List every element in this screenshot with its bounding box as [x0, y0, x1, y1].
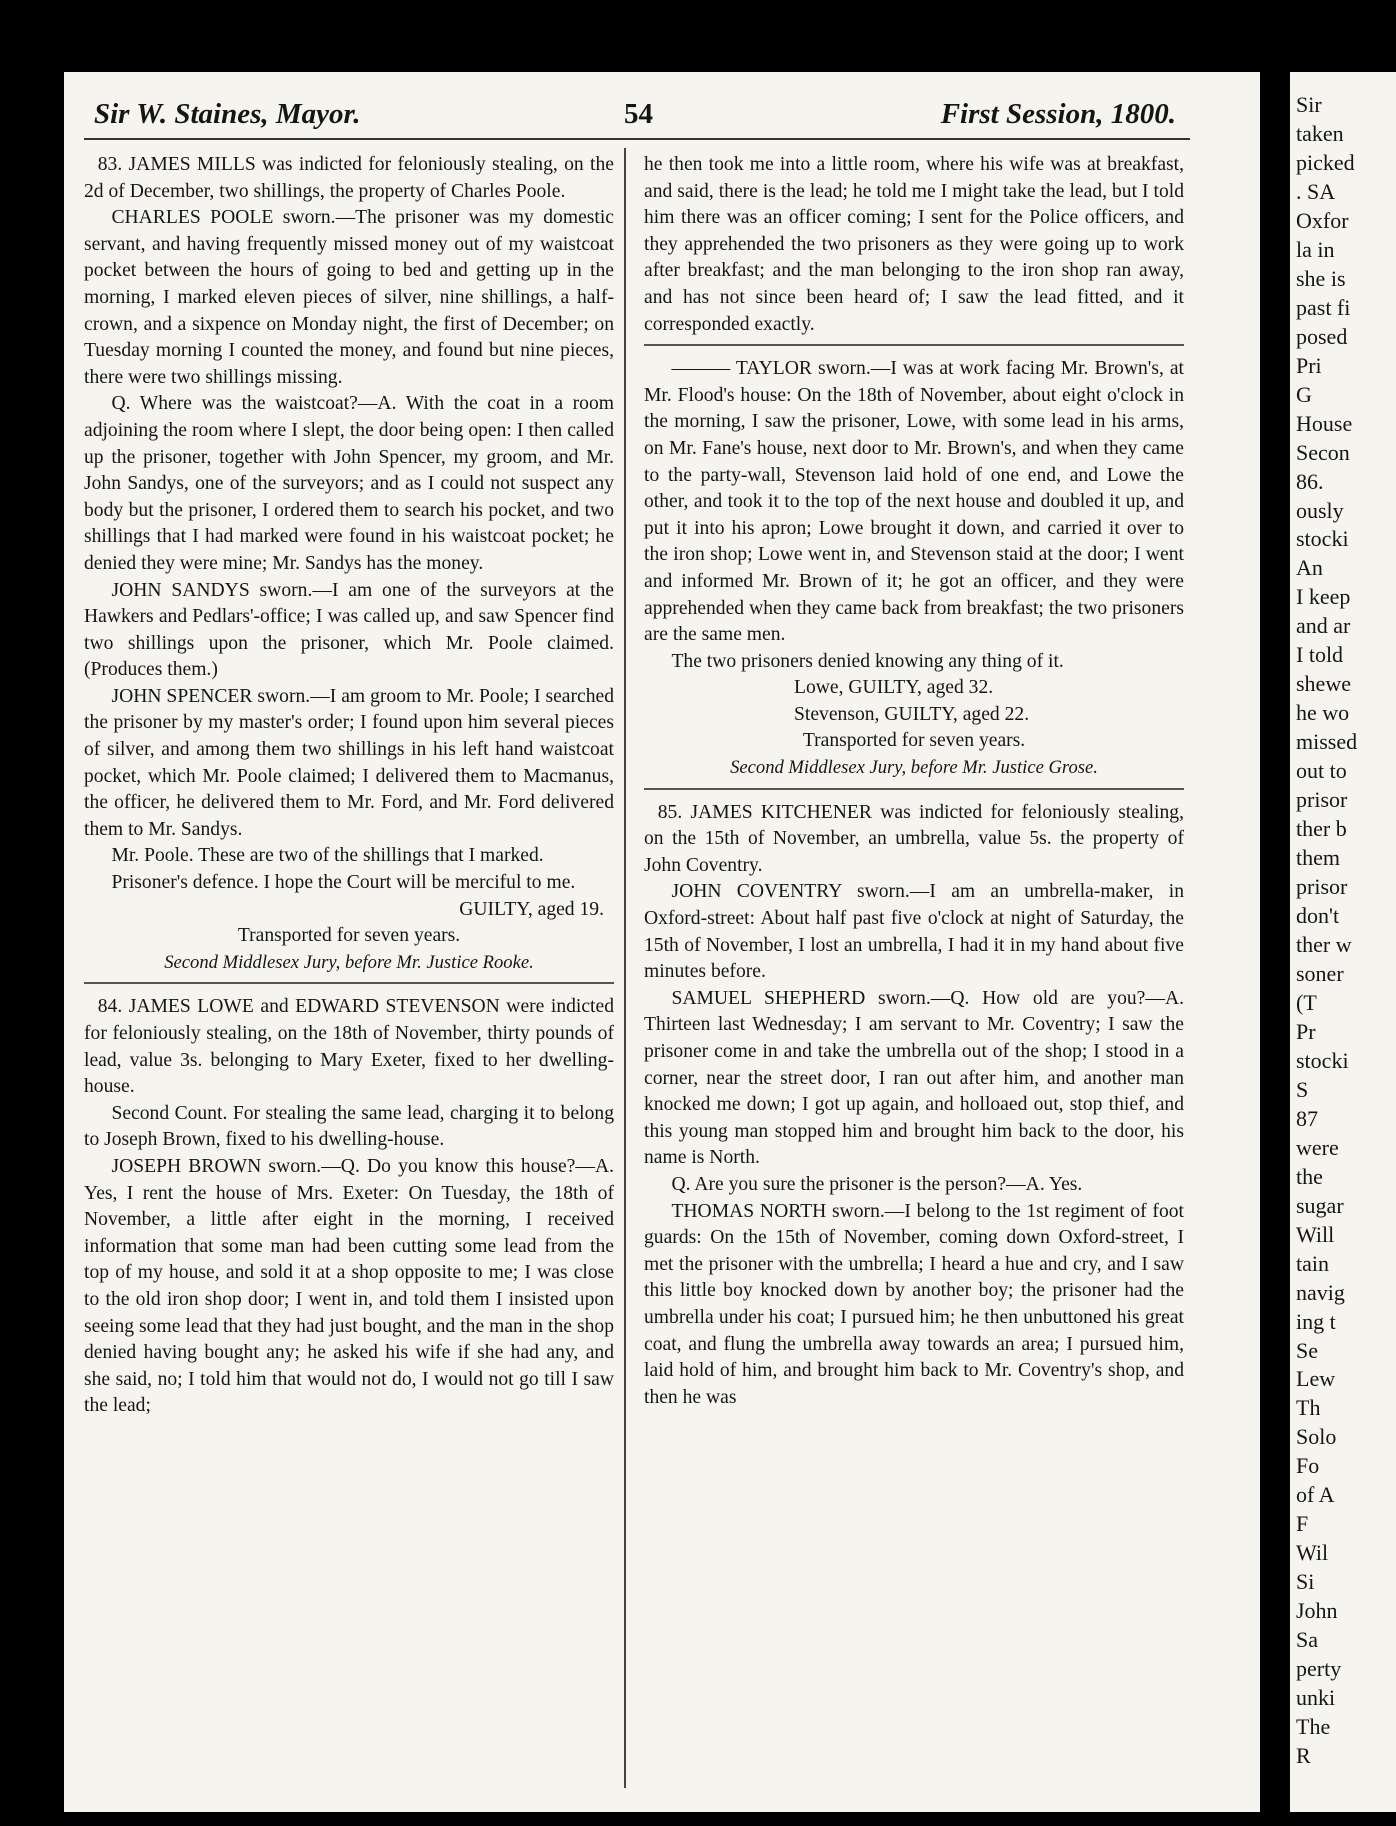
testimony-john-coventry: JOHN COVENTRY sworn.—I am an umbrella-maker, in Oxford-street: About half past five o'clock at night of Saturday, the 15th of November, I lost an umbrella, I had it in my hand about five minutes before.	[644, 881, 1184, 983]
column-divider	[624, 148, 626, 1788]
testimony-john-sandys: JOHN SANDYS sworn.—I am one of the surveyors at the Hawkers and Pedlars'-office; I was called up, and saw Spencer find two shillings upon the prisoner, which Mr. Poole claimed. (Produces them.)	[84, 579, 614, 681]
next-page-fragment: I keep	[1296, 584, 1351, 610]
next-page-fragment: she is	[1296, 265, 1346, 291]
testimony-joseph-brown: JOSEPH BROWN sworn.—Q. Do you know this house?—A. Yes, I rent the house of Mrs. Exeter: On Tuesday, the 18th of November, a little after eight in the morning, I received information that some man had been cutting some lead from the top of my house, and sold it at a shop opposite to me; I was close to the old iron shop door; I went in, and told them I insisted upon seeing some lead that they had just bought, and the man in the shop denied having bought any; he asked his wife if she had any, and she said, no; I told him that would not do, I would not go till I saw the lead;	[84, 1155, 614, 1417]
next-page-fragment: Pr	[1296, 1018, 1316, 1044]
next-page-fragment: Lew	[1296, 1366, 1336, 1392]
jury-line: Second Middlesex Jury, before Mr. Justice Grose.	[730, 757, 1098, 779]
next-page-fragment: he wo	[1296, 700, 1350, 726]
next-page-fragment: An	[1296, 555, 1323, 581]
next-page-fragment: Pri	[1296, 352, 1322, 378]
next-page-fragment: don't	[1296, 903, 1340, 929]
next-page-fragment: . SA	[1296, 178, 1336, 204]
witness-separator	[644, 344, 1184, 346]
case-separator	[644, 788, 1184, 790]
left-column	[84, 152, 614, 1420]
verdict: GUILTY, aged 19.	[459, 898, 604, 920]
next-page-fragment: sugar	[1296, 1192, 1344, 1218]
prisoners-denial: The two prisoners denied knowing any thing of it.	[671, 650, 1064, 672]
next-page-fragment: picked	[1296, 149, 1355, 175]
next-page-fragment: F	[1296, 1511, 1309, 1537]
next-page-fragment: Sa	[1296, 1627, 1318, 1653]
next-page-fragment: were	[1296, 1134, 1339, 1160]
running-head-right: First Session, 1800.	[940, 98, 1176, 130]
next-page-fragment: Si	[1296, 1569, 1315, 1595]
mr-poole-statement: Mr. Poole. These are two of the shillings that I marked.	[111, 845, 544, 867]
right-column	[644, 152, 1184, 1411]
next-page-fragment: I told	[1296, 642, 1344, 668]
next-page-fragment: soner	[1296, 960, 1344, 986]
next-page-fragment: missed	[1296, 729, 1358, 755]
sentence: Transported for seven years.	[802, 730, 1026, 752]
testimony-john-spencer: JOHN SPENCER sworn.—I am groom to Mr. Poole; I searched the prisoner by my master's order; I found upon him several pieces of silver, and among them two shillings in his left hand waistcoat pocket, which Mr. Poole claimed; I delivered them to Macmanus, the officer, he delivered them to Mr. Ford, and Mr. Ford delivered them to Mr. Sandys.	[84, 685, 614, 840]
next-page-fragment: (T	[1296, 989, 1317, 1015]
next-page-fragment: tain	[1296, 1250, 1329, 1276]
next-page-fragment: The	[1296, 1714, 1331, 1740]
next-page-fragment: past fi	[1296, 294, 1351, 320]
next-page-fragment: out to	[1296, 758, 1347, 784]
book-page	[64, 72, 1260, 1812]
next-page-fragment: stocki	[1296, 526, 1349, 552]
next-page-fragment: R	[1296, 1743, 1311, 1769]
next-page-fragment: prisor	[1296, 787, 1348, 813]
next-page-fragment: ously	[1296, 497, 1344, 523]
testimony-charles-poole: CHARLES POOLE sworn.—The prisoner was my domestic servant, and having frequently missed money out of my waistcoat pocket between the hours of going to bed and getting up in the morning, I marked eleven pieces of silver, nine shillings, a half-crown, and a sixpence on Monday night, the first of December; on Tuesday morning I counted the money, and found but nine pieces, there were two shillings missing.	[84, 207, 614, 388]
next-page-fragment: S	[1296, 1076, 1309, 1102]
testimony-joseph-brown-cont: he then took me into a little room, where his wife was at breakfast, and said, there is the lead; he told me I might take the lead, but I told him there was an officer coming; I sent for the Police officers, and they apprehended the two prisoners as they were going up to work after breakfast; and the man belonging to the iron shop ran away, and has not since been heard of; I saw the lead fitted, and it corresponded exactly.	[644, 154, 1184, 335]
case-separator	[84, 982, 614, 984]
next-page-fragment: prisor	[1296, 874, 1348, 900]
next-page-fragment: stocki	[1296, 1047, 1349, 1073]
sentence: Transported for seven years.	[237, 925, 461, 947]
next-page-fragment: Th	[1296, 1395, 1321, 1421]
next-page-fragment: ther w	[1296, 932, 1352, 957]
next-page-fragment: Secon	[1296, 439, 1350, 465]
next-page-fragment: ing t	[1296, 1308, 1336, 1334]
next-page-fragment: shewe	[1296, 671, 1351, 697]
next-page-fragment: Will	[1296, 1221, 1335, 1247]
next-page-fragment: navig	[1296, 1279, 1345, 1305]
next-page-edge	[1290, 72, 1396, 1812]
next-page-fragment: and ar	[1296, 613, 1351, 639]
case-85-heading: 85. JAMES KITCHENER was indicted for feloniously stealing, on the 15th of November, an umbrella, value 5s. the property of John Coventry.	[644, 801, 1184, 876]
verdict-stevenson: Stevenson, GUILTY, aged 22.	[794, 703, 1030, 725]
verdict-lowe: Lowe, GUILTY, aged 32.	[794, 677, 994, 699]
next-page-fragment: perty	[1296, 1656, 1342, 1682]
next-page-fragment: John	[1296, 1598, 1338, 1624]
next-page-fragment: taken	[1296, 120, 1344, 146]
running-head-left: Sir W. Staines, Mayor.	[94, 98, 361, 130]
testimony-thomas-north: THOMAS NORTH sworn.—I belong to the 1st regiment of foot guards: On the 15th of November, coming down Oxford-street, I met the prisoner with the umbrella; I heard a hue and cry, and I saw this little boy knocked down by another boy; the prisoner had the umbrella under his coat; I pursued him; he then unbuttoned his great coat, and flung the umbrella away towards an area; I pursued him, laid hold of him, and brought him back to Mr. Coventry's shop, and then he was	[644, 1200, 1184, 1408]
next-page-fragment: of A	[1296, 1482, 1335, 1508]
next-page-fragment: Wil	[1296, 1540, 1329, 1566]
next-page-fragment: Se	[1296, 1337, 1318, 1363]
next-page-fragment: la in	[1296, 236, 1335, 262]
question-waistcoat: Q. Where was the waistcoat?—A. With the coat in a room adjoining the room where I slept, the door being open: I then called up the prisoner, together with John Spencer, my groom, and Mr. John Sandys, one of the surveyors; and as I could not suspect any body but the prisoner, I ordered them to search his pocket, and two shillings that I had marked were found in his waistcoat pocket; he denied they were mine; Mr. Sandys has the money.	[84, 393, 614, 574]
next-page-fragment: House	[1296, 410, 1353, 436]
testimony-taylor: ——— TAYLOR sworn.—I was at work facing Mr. Brown's, at Mr. Flood's house: On the 18th of November, about eight o'clock in the morning, I saw the prisoner, Lowe, with some lead in his arms, on Mr. Fane's house, next door to Mr. Brown's, and when they came to the party-wall, Stevenson laid hold of one end, and Lowe the other, and took it to the top of the next house and doubled it up, and put it into his apron; Lowe brought it down, and carried it over to the iron shop; Lowe went in, and Stevenson staid at the door; I went and informed Mr. Brown of it; he got an officer, and they were apprehended when they came back from breakfast; the two prisoners are the same men.	[644, 358, 1184, 646]
second-count: Second Count. For stealing the same lead, charging it to belong to Joseph Brown, fixed to his dwelling-house.	[84, 1102, 614, 1151]
next-page-fragment: the	[1296, 1163, 1323, 1189]
next-page-fragment: Solo	[1296, 1424, 1337, 1450]
next-page-fragment: G	[1296, 381, 1312, 407]
next-page-fragment: ther b	[1296, 816, 1347, 842]
case-84-heading: 84. JAMES LOWE and EDWARD STEVENSON were indicted for feloniously stealing, on the 18th of November, thirty pounds of lead, value 3s. belonging to Mary Exeter, fixed to her dwelling-house.	[84, 996, 614, 1098]
case-83-heading: 83. JAMES MILLS was indicted for feloniously stealing, on the 2d of December, two shillings, the property of Charles Poole.	[84, 154, 614, 202]
question-identity: Q. Are you sure the prisoner is the person?—A. Yes.	[671, 1173, 1083, 1195]
next-page-fragment: Fo	[1296, 1453, 1320, 1479]
next-page-fragment: 87	[1296, 1105, 1318, 1131]
next-page-fragment: unki	[1296, 1685, 1336, 1711]
jury-line: Second Middlesex Jury, before Mr. Justice Rooke.	[164, 951, 534, 973]
next-page-fragment: posed	[1296, 323, 1348, 349]
header-rule	[84, 138, 1190, 140]
prisoners-defence: Prisoner's defence. I hope the Court will be merciful to me.	[111, 872, 576, 894]
next-page-fragment: 86.	[1296, 468, 1324, 494]
testimony-samuel-shepherd: SAMUEL SHEPHERD sworn.—Q. How old are you?—A. Thirteen last Wednesday; I am servant to Mr. Coventry; I saw the prisoner come in and take the umbrella out of the shop; I stood in a corner, near the street door, I ran out after him, and another man knocked me down; I got up again, and holloaed out, stop thief, and this young man stopped him and brought him back to the door, his name is North.	[644, 987, 1184, 1169]
next-page-fragment: Sir	[1296, 92, 1322, 117]
next-page-fragment: Oxfor	[1296, 207, 1349, 233]
next-page-fragment: them	[1296, 845, 1340, 871]
page-number: 54	[624, 98, 653, 130]
